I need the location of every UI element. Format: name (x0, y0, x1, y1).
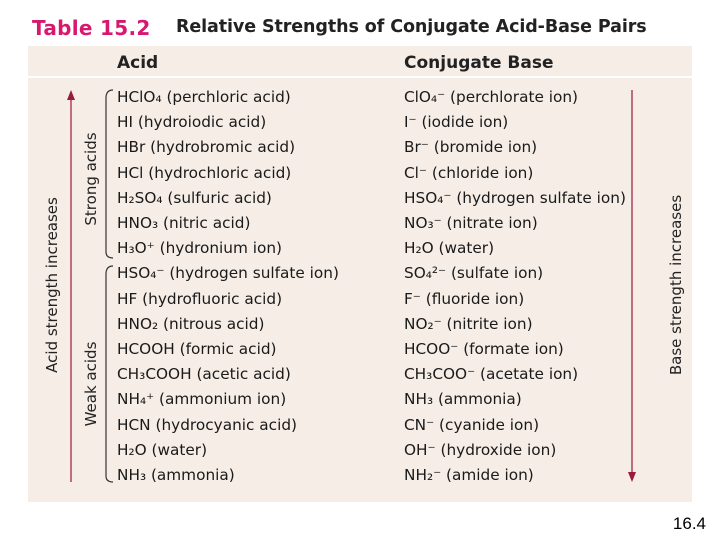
base-column-header: Conjugate Base (404, 53, 554, 73)
acid-cell: HF (hydrofluoric acid) (117, 289, 283, 308)
base-cell: NH₃ (ammonia) (404, 390, 522, 409)
acid-cell: HClO₄ (perchloric acid) (117, 88, 291, 106)
acid-cell: CH₃COOH (acetic acid) (117, 365, 291, 384)
base-cell: CN⁻ (cyanide ion) (404, 415, 540, 434)
base-cell: H₂O (water) (404, 239, 495, 258)
base-cell: HSO₄⁻ (hydrogen sulfate ion) (404, 188, 626, 207)
acid-cell: HSO₄⁻ (hydrogen sulfate ion) (117, 264, 339, 283)
acid-cell: HCl (hydrochloric acid) (117, 163, 292, 182)
base-strength-arrowhead (628, 472, 636, 482)
base-cell: CH₃COO⁻ (acetate ion) (404, 365, 579, 384)
base-cell: Br⁻ (bromide ion) (404, 138, 538, 157)
weak-acids-label: Weak acids (82, 341, 100, 427)
page-number: 16.4 (672, 514, 706, 533)
acid-cell: NH₃ (ammonia) (117, 466, 235, 484)
base-cell: ClO₄⁻ (perchlorate ion) (404, 88, 579, 106)
base-cell: Cl⁻ (chloride ion) (404, 163, 534, 182)
strong-acids-bracket (106, 90, 113, 258)
acid-cell: H₃O⁺ (hydronium ion) (117, 239, 283, 258)
base-cell: NO₃⁻ (nitrate ion) (404, 214, 538, 232)
acid-strength-label: Acid strength increases (43, 197, 61, 373)
acid-cell: H₂SO₄ (sulfuric acid) (117, 188, 272, 207)
acid-cell: HBr (hydrobromic acid) (117, 138, 296, 157)
table-number: Table 15.2 (32, 16, 151, 40)
base-cell: F⁻ (fluoride ion) (404, 289, 525, 308)
weak-acids-bracket (106, 266, 113, 482)
acid-cell: HCOOH (formic acid) (117, 340, 277, 358)
base-cell: I⁻ (iodide ion) (404, 113, 509, 132)
acid-strength-arrowhead (67, 90, 75, 100)
acid-cell: HNO₃ (nitric acid) (117, 214, 251, 232)
acid-cell: H₂O (water) (117, 440, 208, 459)
acid-cell: HNO₂ (nitrous acid) (117, 314, 265, 333)
table-title: Relative Strengths of Conjugate Acid-Base Pairs (176, 17, 647, 37)
base-strength-label: Base strength increases (667, 194, 685, 376)
base-cell: HCOO⁻ (formate ion) (404, 340, 564, 358)
base-cell: SO₄²⁻ (sulfate ion) (404, 264, 544, 283)
acid-cell: HI (hydroiodic acid) (117, 113, 267, 132)
acid-cell: HCN (hydrocyanic acid) (117, 415, 297, 434)
base-cell: OH⁻ (hydroxide ion) (404, 440, 557, 459)
acid-column-header: Acid (117, 53, 159, 73)
strong-acids-label: Strong acids (82, 132, 100, 226)
acid-cell: NH₄⁺ (ammonium ion) (117, 390, 287, 409)
base-cell: NO₂⁻ (nitrite ion) (404, 314, 533, 333)
base-cell: NH₂⁻ (amide ion) (404, 466, 534, 484)
